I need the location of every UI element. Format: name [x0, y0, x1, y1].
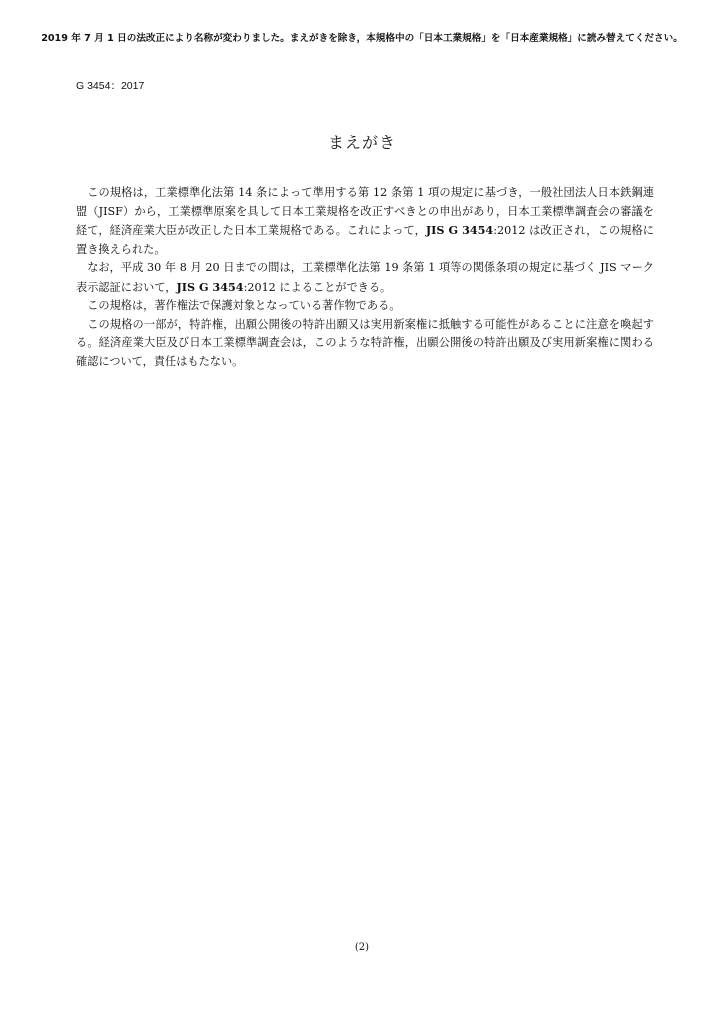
paragraph-text: なお，平成 30 年 8 月 20 日までの間は，工業標準化法第 19 条第 1 項等の関係条項の規定に基づく JIS マーク表示認証において，	[76, 261, 654, 294]
paragraph-text: この規格の一部が，特許権，出願公開後の特許出願又は実用新案権に抵触する可能性があることに注意を喚起する。経済産業大臣及び日本工業標準調査会は，このような特許権，出願公開後の特許出願及び実用新案権に関わる確認について，責任はもたない。	[76, 317, 654, 368]
revision-notice: 2019 年 7 月 1 日の法改正により名称が変わりました。まえがきを除き，本規格中の「日本工業規格」を「日本産業規格」に読み替えてください。	[41, 33, 683, 44]
page-number: (2)	[354, 942, 370, 953]
foreword-paragraph	[76, 184, 654, 259]
paragraph-text: この規格は，工業標準化法第 14 条によって準用する第 12 条第 1 項の規定に基づき，一般社団法人日本鉄鋼連盟（JISF）から，工業標準原案を具して日本工業規格を改正すべきとの申出があり，日本工業標準調査会の審議を経て，経済産業大臣が改正した日本工業規格である。これによって，	[76, 186, 654, 237]
foreword-paragraph	[76, 316, 654, 372]
section-title: まえがき	[327, 133, 396, 152]
paragraph-text: :2012 によることができる。	[243, 280, 392, 294]
document-number: G 3454：2017	[76, 80, 145, 92]
standard-reference: JIS G 3454	[176, 279, 244, 294]
foreword-paragraph	[76, 259, 654, 297]
paragraph-text: この規格は，著作権法で保護対象となっている著作物である。	[87, 299, 401, 312]
foreword-body	[76, 184, 654, 371]
standard-reference: JIS G 3454	[425, 223, 494, 237]
foreword-paragraph	[76, 297, 654, 316]
paragraph-text: :2012 は改正され，この規格に置き換えられた。	[76, 224, 654, 256]
